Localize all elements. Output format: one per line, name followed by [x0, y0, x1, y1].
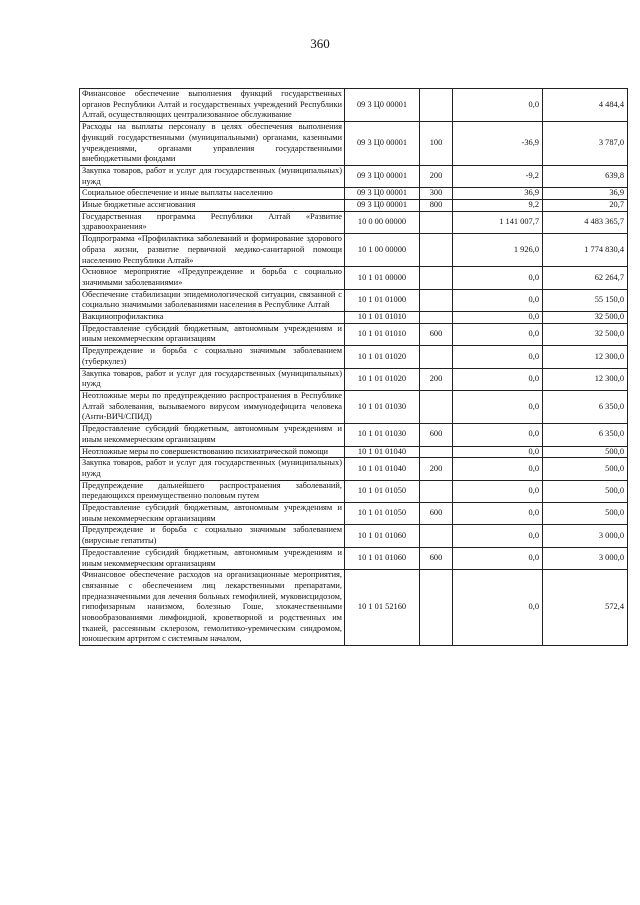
- row-amount-change-cell: 9,2: [453, 200, 543, 212]
- table-row: [80, 188, 628, 200]
- table-row: [80, 165, 628, 187]
- row-name-cell: Предоставление субсидий бюджетным, автономным учреждениям и иным некоммерческим организациям: [80, 323, 345, 345]
- row-amount-total-cell: 500,0: [543, 458, 628, 480]
- table-row: [80, 211, 628, 233]
- row-expense-type-cell: 300: [420, 188, 453, 200]
- row-amount-total-cell: 4 484,4: [543, 89, 628, 122]
- row-amount-change-cell: 0,0: [453, 458, 543, 480]
- row-expense-type-cell: 600: [420, 547, 453, 569]
- row-amount-total-cell: 500,0: [543, 480, 628, 502]
- row-name-cell: Предоставление субсидий бюджетным, автономным учреждениям и иным некоммерческим организациям: [80, 547, 345, 569]
- table-row: [80, 458, 628, 480]
- page-number: 360: [310, 36, 330, 51]
- row-amount-change-cell: 0,0: [453, 480, 543, 502]
- row-amount-total-cell: 32 500,0: [543, 323, 628, 345]
- row-name-cell: Неотложные меры по совершенствованию психиатрической помощи: [80, 446, 345, 458]
- row-name-cell: Основное мероприятие «Предупреждение и борьба с социально значимыми заболеваниями»: [80, 267, 345, 289]
- row-expense-type-cell: [420, 234, 453, 267]
- row-amount-change-cell: -9,2: [453, 165, 543, 187]
- row-expense-type-cell: 100: [420, 122, 453, 166]
- row-amount-change-cell: 0,0: [453, 89, 543, 122]
- row-amount-total-cell: 6 350,0: [543, 390, 628, 423]
- row-amount-change-cell: 1 926,0: [453, 234, 543, 267]
- row-name-cell: Расходы на выплаты персоналу в целях обеспечения выполнения функций государственными (муниципальными) органами, казенными учреждениями, органами управления государственными внебюджетными фондами: [80, 122, 345, 166]
- row-amount-change-cell: 0,0: [453, 446, 543, 458]
- row-code-cell: 10 1 01 01030: [345, 424, 420, 446]
- row-expense-type-cell: [420, 312, 453, 324]
- row-code-cell: 10 1 01 01010: [345, 312, 420, 324]
- row-code-cell: 10 1 01 01060: [345, 547, 420, 569]
- row-code-cell: 10 0 00 00000: [345, 211, 420, 233]
- row-expense-type-cell: [420, 570, 453, 646]
- row-amount-change-cell: 36,9: [453, 188, 543, 200]
- row-code-cell: 09 3 Ц0 00001: [345, 200, 420, 212]
- row-amount-total-cell: 572,4: [543, 570, 628, 646]
- row-amount-change-cell: 0,0: [453, 390, 543, 423]
- row-expense-type-cell: 600: [420, 503, 453, 525]
- row-code-cell: 09 3 Ц0 00001: [345, 122, 420, 166]
- table-row: [80, 446, 628, 458]
- row-expense-type-cell: 200: [420, 458, 453, 480]
- row-name-cell: Социальное обеспечение и иные выплаты населению: [80, 188, 345, 200]
- row-amount-total-cell: 500,0: [543, 503, 628, 525]
- row-code-cell: 09 3 Ц0 00001: [345, 188, 420, 200]
- row-expense-type-cell: [420, 480, 453, 502]
- table-row: [80, 525, 628, 547]
- row-name-cell: Финансовое обеспечение расходов на организационные мероприятия, связанные с обеспечением лиц лекарственными препаратами, предназначенными для лечения больных гемофилией, муковисцидозом, гипофизарным нанизмом, болезнью Гоше, злокачественными новообразованиями лимфоидной, кроветворной и родственных им тканей, рассеянным склерозом, гемолитико-уремическим синдромом, юношеским артритом с системным началом,: [80, 570, 345, 646]
- row-name-cell: Финансовое обеспечение выполнения функций государственных органов Республики Алтай и государственных учреждений Республики Алтай, осуществляющих централизованное обслуживание: [80, 89, 345, 122]
- row-code-cell: 10 1 01 01030: [345, 390, 420, 423]
- table-row: [80, 346, 628, 368]
- row-amount-total-cell: 55 150,0: [543, 289, 628, 311]
- row-code-cell: 10 1 01 00000: [345, 267, 420, 289]
- row-amount-change-cell: 0,0: [453, 570, 543, 646]
- row-amount-change-cell: 0,0: [453, 424, 543, 446]
- row-amount-change-cell: 0,0: [453, 267, 543, 289]
- row-amount-change-cell: 0,0: [453, 368, 543, 390]
- row-expense-type-cell: 800: [420, 200, 453, 212]
- row-code-cell: 10 1 01 01010: [345, 323, 420, 345]
- row-amount-change-cell: 0,0: [453, 312, 543, 324]
- row-name-cell: Вакцинопрофилактика: [80, 312, 345, 324]
- row-name-cell: Предоставление субсидий бюджетным, автономным учреждениям и иным некоммерческим организациям: [80, 503, 345, 525]
- row-expense-type-cell: 600: [420, 424, 453, 446]
- row-amount-total-cell: 3 000,0: [543, 547, 628, 569]
- row-code-cell: 10 1 01 01040: [345, 446, 420, 458]
- row-name-cell: Иные бюджетные ассигнования: [80, 200, 345, 212]
- row-name-cell: Закупка товаров, работ и услуг для государственных (муниципальных) нужд: [80, 368, 345, 390]
- row-expense-type-cell: [420, 267, 453, 289]
- row-name-cell: Обеспечение стабилизации эпидемиологической ситуации, связанной с социально значимыми заболеваниями населения в Республике Алтай: [80, 289, 345, 311]
- table-row: [80, 424, 628, 446]
- row-expense-type-cell: [420, 211, 453, 233]
- row-code-cell: 10 1 01 01050: [345, 480, 420, 502]
- row-expense-type-cell: [420, 289, 453, 311]
- row-expense-type-cell: [420, 390, 453, 423]
- row-code-cell: 10 1 01 52160: [345, 570, 420, 646]
- row-amount-total-cell: 12 300,0: [543, 368, 628, 390]
- row-amount-total-cell: 36,9: [543, 188, 628, 200]
- row-expense-type-cell: [420, 89, 453, 122]
- row-amount-total-cell: 12 300,0: [543, 346, 628, 368]
- row-amount-change-cell: 0,0: [453, 503, 543, 525]
- table-row: [80, 323, 628, 345]
- table-row: [80, 480, 628, 502]
- row-amount-total-cell: 3 000,0: [543, 525, 628, 547]
- row-amount-change-cell: 0,0: [453, 547, 543, 569]
- table-row: [80, 200, 628, 212]
- row-expense-type-cell: 200: [420, 165, 453, 187]
- row-amount-change-cell: 0,0: [453, 289, 543, 311]
- table-row: [80, 570, 628, 646]
- row-amount-change-cell: -36,9: [453, 122, 543, 166]
- table-row: [80, 234, 628, 267]
- row-amount-total-cell: 6 350,0: [543, 424, 628, 446]
- row-amount-total-cell: 32 500,0: [543, 312, 628, 324]
- row-name-cell: Закупка товаров, работ и услуг для государственных (муниципальных) нужд: [80, 458, 345, 480]
- table-row: [80, 312, 628, 324]
- row-amount-total-cell: 62 264,7: [543, 267, 628, 289]
- table-row: [80, 122, 628, 166]
- budget-table: [79, 88, 628, 646]
- row-code-cell: 09 3 Ц0 00001: [345, 165, 420, 187]
- row-amount-total-cell: 1 774 830,4: [543, 234, 628, 267]
- row-amount-change-cell: 1 141 007,7: [453, 211, 543, 233]
- row-expense-type-cell: 600: [420, 323, 453, 345]
- row-code-cell: 10 1 01 01000: [345, 289, 420, 311]
- row-expense-type-cell: [420, 446, 453, 458]
- row-code-cell: 10 1 01 01020: [345, 346, 420, 368]
- row-name-cell: Неотложные меры по предупреждению распространения в Республике Алтай заболевания, вызываемого вирусом иммунодефицита человека (Анти-ВИЧ/СПИД): [80, 390, 345, 423]
- row-amount-change-cell: 0,0: [453, 525, 543, 547]
- table-row: [80, 267, 628, 289]
- row-expense-type-cell: [420, 525, 453, 547]
- row-amount-total-cell: 4 483 365,7: [543, 211, 628, 233]
- table-row: [80, 547, 628, 569]
- row-name-cell: Предоставление субсидий бюджетным, автономным учреждениям и иным некоммерческим организациям: [80, 424, 345, 446]
- row-expense-type-cell: 200: [420, 368, 453, 390]
- row-code-cell: 10 1 01 01040: [345, 458, 420, 480]
- table-row: [80, 390, 628, 423]
- row-amount-change-cell: 0,0: [453, 346, 543, 368]
- table-row: [80, 503, 628, 525]
- table-row: [80, 289, 628, 311]
- row-expense-type-cell: [420, 346, 453, 368]
- row-code-cell: 10 1 00 00000: [345, 234, 420, 267]
- row-amount-total-cell: 500,0: [543, 446, 628, 458]
- row-code-cell: 09 3 Ц0 00001: [345, 89, 420, 122]
- row-code-cell: 10 1 01 01020: [345, 368, 420, 390]
- row-name-cell: Подпрограмма «Профилактика заболеваний и формирование здорового образа жизни, развитие первичной медико-санитарной помощи населению Республики Алтай»: [80, 234, 345, 267]
- row-amount-change-cell: 0,0: [453, 323, 543, 345]
- row-name-cell: Предупреждение и борьба с социально значимым заболеванием (вирусные гепатиты): [80, 525, 345, 547]
- row-name-cell: Предупреждение дальнейшего распространения заболеваний, передающихся преимущественно половым путем: [80, 480, 345, 502]
- row-amount-total-cell: 20,7: [543, 200, 628, 212]
- row-code-cell: 10 1 01 01060: [345, 525, 420, 547]
- table-row: [80, 368, 628, 390]
- row-name-cell: Государственная программа Республики Алтай «Развитие здравоохранения»: [80, 211, 345, 233]
- row-code-cell: 10 1 01 01050: [345, 503, 420, 525]
- row-name-cell: Закупка товаров, работ и услуг для государственных (муниципальных) нужд: [80, 165, 345, 187]
- row-amount-total-cell: 639,8: [543, 165, 628, 187]
- table-row: [80, 89, 628, 122]
- row-amount-total-cell: 3 787,0: [543, 122, 628, 166]
- row-name-cell: Предупреждение и борьба с социально значимым заболеванием (туберкулез): [80, 346, 345, 368]
